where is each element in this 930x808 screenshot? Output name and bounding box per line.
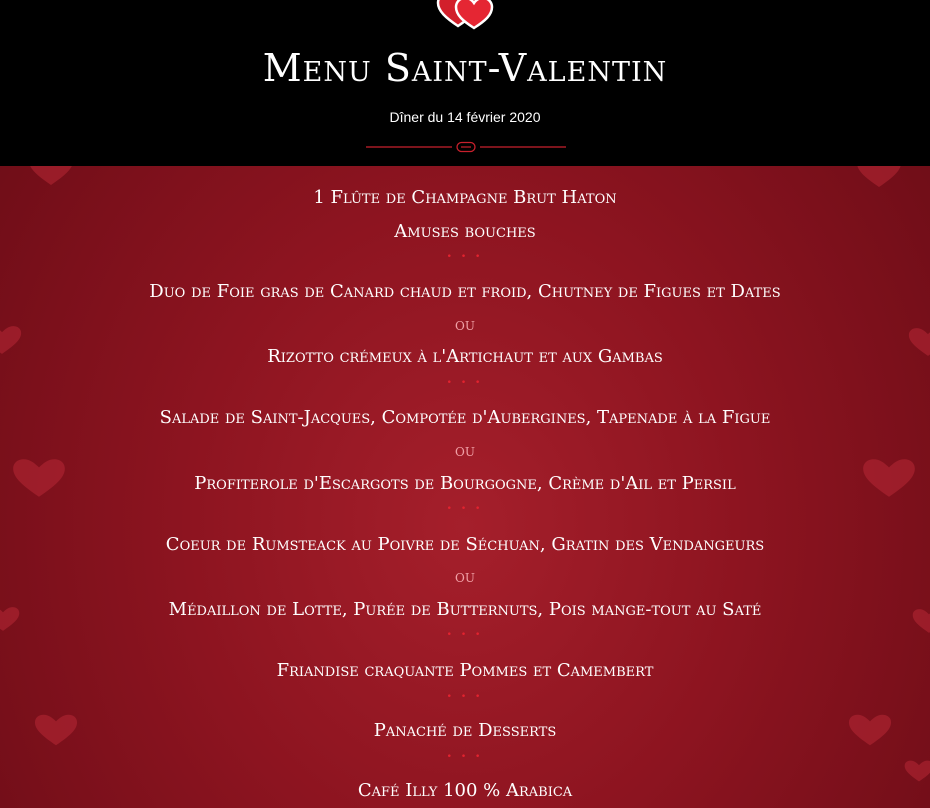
menu-or-label: ou xyxy=(455,315,475,335)
background-heart-icon xyxy=(856,166,902,188)
menu-item-amuses-bouches: Amuses bouches xyxy=(394,221,536,242)
menu-item-champagne: 1 Flûte de Champagne Brut Haton xyxy=(313,187,617,208)
separator-dots: • • • xyxy=(446,752,484,762)
menu-item-rumsteack: Coeur de Rumsteack au Poivre de Séchuan, Gratin des Vendangeurs xyxy=(165,534,765,555)
menu-item-cafe: Café Illy 100 % Arabica xyxy=(357,780,573,801)
separator-dots: • • • xyxy=(446,252,484,262)
menu-item-foie-gras: Duo de Foie gras de Canard chaud et froid, Chutney de Figues et Dates xyxy=(149,281,781,302)
page-title: Menu Saint-Valentin xyxy=(262,46,668,90)
menu-item-lotte: Médaillon de Lotte, Purée de Butternuts, Pois mange-tout au Saté xyxy=(168,599,762,620)
menu-item-friandise: Friandise craquante Pommes et Camembert xyxy=(276,660,654,681)
menu-item-desserts: Panaché de Desserts xyxy=(373,720,557,741)
separator-dots: • • • xyxy=(446,378,484,388)
ornament-divider-icon xyxy=(366,140,566,154)
two-hearts-icon xyxy=(436,0,496,30)
menu-or-label: ou xyxy=(455,441,475,461)
page-subtitle: Dîner du 14 février 2020 xyxy=(389,109,541,125)
menu-item-saint-jacques: Salade de Saint-Jacques, Compotée d'Aubergines, Tapenade à la Figue xyxy=(159,407,771,428)
page-header xyxy=(0,0,930,166)
menu-or-label: ou xyxy=(455,567,475,587)
menu-panel xyxy=(0,166,930,808)
background-heart-icon xyxy=(28,166,74,186)
separator-dots: • • • xyxy=(446,692,484,702)
separator-dots: • • • xyxy=(446,630,484,640)
menu-item-rizotto: Rizotto crémeux à l'Artichaut et aux Gambas xyxy=(267,346,663,367)
separator-dots: • • • xyxy=(446,504,484,514)
menu-item-escargots: Profiterole d'Escargots de Bourgogne, Crème d'Ail et Persil xyxy=(194,473,736,494)
